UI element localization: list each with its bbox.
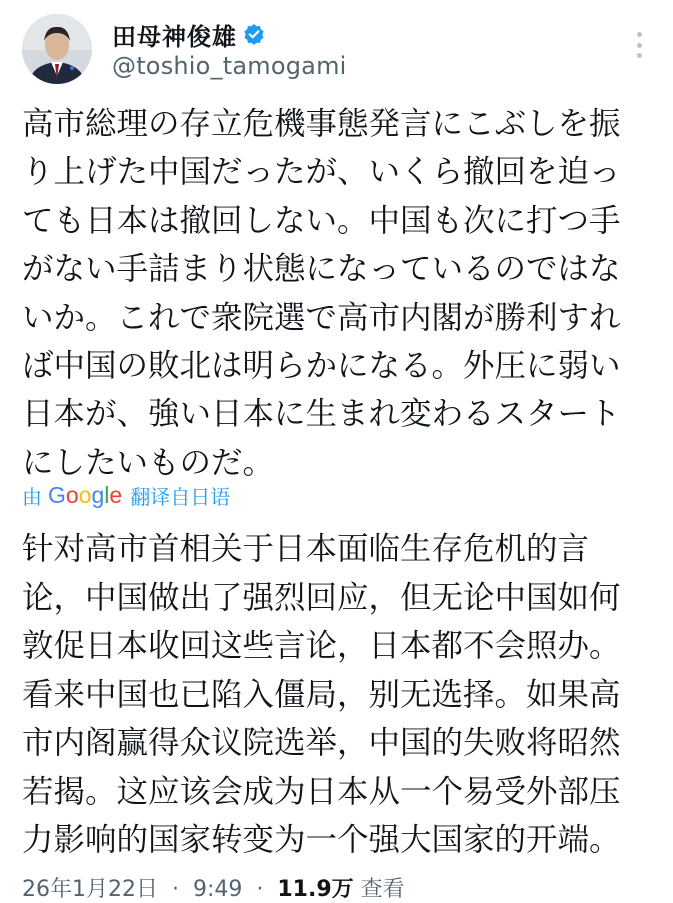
meta-separator: · (249, 877, 271, 902)
view-count: 11.9万 (277, 877, 354, 902)
text-line: 高市総理の存立危機事態発言にこぶしを振 (22, 106, 621, 142)
text-line: 力影响的国家转变为一个强大国家的开端。 (22, 822, 621, 858)
text-line: 敦促日本收回这些言论，日本都不会照办。 (22, 628, 621, 664)
text-line: ば中国の敗北は明らかになる。外圧に弱い (22, 348, 621, 385)
tweet-meta (22, 872, 405, 903)
name-row (112, 18, 265, 50)
text-line: り上げた中国だったが、いくら撤回を迫っ (22, 154, 621, 191)
text-line: 日本が、強い日本に生まれ変わるスタート (22, 396, 621, 433)
translate-source-link[interactable]: 翻译自日语 (130, 484, 231, 509)
text-line: いか。これで衆院選で高市内閣が勝利すれ (22, 299, 621, 336)
display-name[interactable]: 田母神俊雄 (112, 22, 237, 51)
text-line: がない手詰まり状態になっているのではな (22, 251, 621, 288)
google-logo: Google (48, 481, 123, 508)
meta-separator: · (165, 877, 186, 902)
text-line: 市内阁赢得众议院选举，中国的失败将昭然 (22, 725, 621, 761)
text-line: ても日本は撤回しない。中国も次に打つ手 (22, 202, 621, 239)
tweet-date[interactable]: 26年1月22日 (22, 877, 158, 902)
avatar-image (22, 14, 92, 84)
translated-text (22, 525, 652, 865)
tweet-time[interactable]: 9:49 (192, 877, 243, 902)
avatar[interactable] (22, 14, 92, 84)
more-options-icon[interactable] (629, 30, 649, 60)
translated-by-label: 由 (22, 484, 42, 509)
verified-badge-icon (243, 23, 265, 45)
user-handle[interactable]: @toshio_tamogami (112, 52, 347, 80)
text-line: 论，中国做出了强烈回应，但无论中国如何 (22, 579, 621, 616)
text-line: 看来中国也已陷入僵局，别无选择。如果高 (22, 676, 621, 713)
text-line: 针对高市首相关于日本面临生存危机的言 (22, 531, 590, 567)
views-label: 查看 (360, 877, 405, 902)
text-line: 若揭。这应该会成为日本从一个易受外部压 (22, 773, 621, 810)
text-line: にしたいものだ。 (22, 444, 275, 481)
tweet-header (0, 0, 673, 100)
translation-attribution[interactable] (22, 478, 230, 512)
tweet-text (22, 100, 652, 487)
